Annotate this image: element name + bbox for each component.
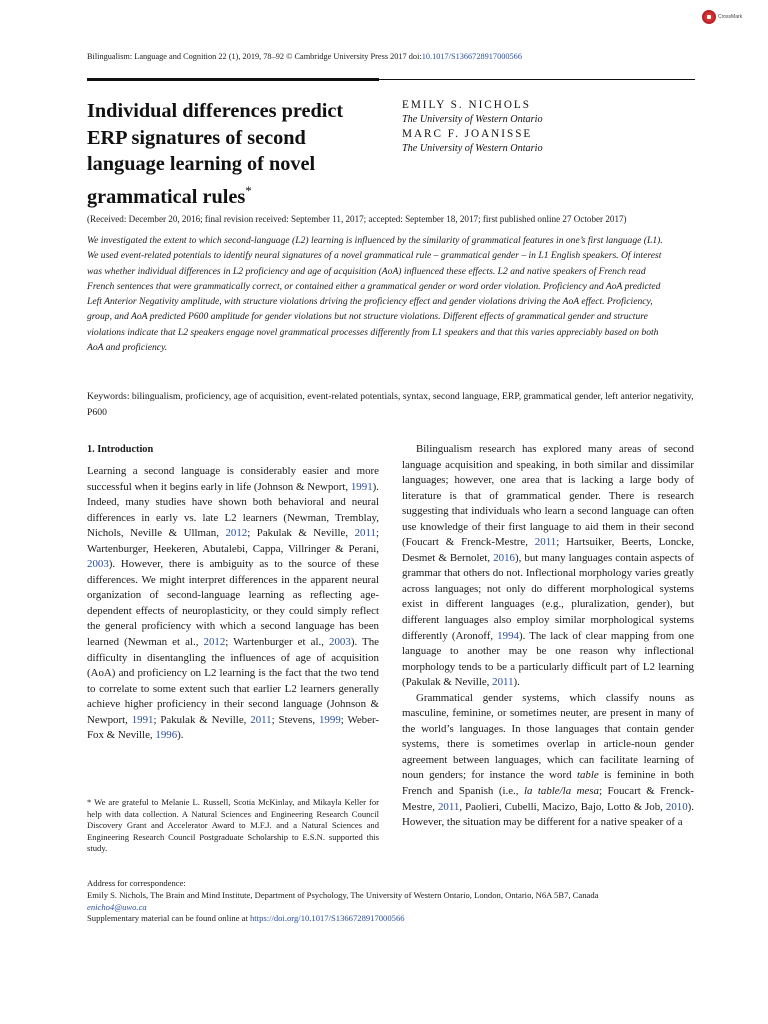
title-footnote-marker[interactable]: * [245,182,252,198]
left-column [87,442,379,744]
article-title-text: Individual differences predict ERP signatures of second language learning of novel grammatical rules [87,100,344,208]
correspondence-block [87,878,707,925]
supplementary-link[interactable]: https://doi.org/10.1017/S1366728917000566 [250,913,405,924]
citation-link[interactable]: 1996 [155,729,178,742]
citation-link[interactable]: 1991 [350,480,373,493]
citation-link[interactable]: 2011 [437,800,460,813]
intro-paragraph-1: Learning a second language is considerably easier and more successful when it begins early in life (Johnson & Newport, 1991). Indeed, many studies have shown both behavioral and neural differences in early vs. late L2 learners (Newman, Tremblay, Nichols, Neville & Ullman, 2012; Pakulak & Neville, 2011; Wartenburger, Heekeren, Abutalebi, Cappa, Villringer & Perani, 2003). However, there is ambiguity as to the source of these differences. We might interpret differences in the apparent neural organization of second-language learning as reflecting age-dependent effects of neuroplasticity, or they could simply reflect the general proficiency with which a second language has been learned (Newman et al., 2012; Wartenburger et al., 2003). The difficulty in disentangling the influences of age of acquisition (AoA) and proficiency on L2 learning is the fact that the two tend to correlate to some extent such that earlier L2 learners generally achieve higher proficiency in their second language (Johnson & Newport, 1991; Pakulak & Neville, 2011; Stevens, 1999; Weber-Fox & Neville, 1996). [87,465,380,742]
citation-link[interactable]: 1999 [318,713,341,726]
citation-link[interactable]: 2011 [250,713,272,726]
doi-link[interactable]: 10.1017/S1366728917000566 [421,52,522,61]
acknowledgement-footnote: * We are grateful to Melanie L. Russell, Scotia McKinlay, and Mikayla Keller for help with data collection. A Natural Sciences and Engineering Research Council Discovery Grant and Accelerator Award to M.F.J. and a Natural Sciences and Engineering Research Council Postgraduate Scholarship to E.S.N. supported this study. [87,797,379,854]
citation-link[interactable]: 2003 [87,558,109,571]
supplementary-note: Supplementary material can be found online at https://doi.org/10.1017/S1366728917000566 [87,913,405,924]
citation-link[interactable]: 1994 [497,629,519,642]
citation-link[interactable]: 2011 [492,676,514,689]
header-rule-thin [379,79,695,80]
citation-link[interactable]: 2010 [665,800,688,813]
running-head [87,52,697,61]
citation-link[interactable]: 2003 [329,636,351,649]
citation-link[interactable]: 2012 [203,636,226,649]
citation-link[interactable]: 2012 [225,527,248,540]
body-paragraph-2: Bilingualism research has explored many areas of second language acquisition and speaking, in both similar and dissimilar languages; however, one area that is lacking a large body of literature is that of grammatical gender. There is research suggesting that individuals who learn a second language can often use knowledge of their first language to aid them in their second (Foucart & Frenck-Mestre, 2011; Hartsuiker, Beerts, Loncke, Desmet & Bernolet, 2016), but many languages contain aspects of grammar that others do not. Inflectional morphology varies greatly across languages; not only do different morphological systems exist in different languages (e.g., pluralization, gender), but different languages also employ similar morphological systems differently (Aronoff, 1994). The lack of clear mapping from one language to another may be one reason why inflectional morphology tends to be a particularly difficult part of L2 learning (Pakulak & Neville, 2011). [402,443,694,689]
section-heading-introduction: 1. Introduction [87,444,154,455]
right-column [402,442,694,831]
author-affiliation: The University of Western Ontario [402,143,543,154]
author-affiliation: The University of Western Ontario [402,114,543,125]
author-name: MARC F. JOANISSE [402,128,533,140]
keywords: Keywords: bilingualism, proficiency, age of acquisition, event-related potentials, syntax, second language, ERP, grammatical gender, left anterior negativity, P600 [87,391,694,418]
correspondence-email-link[interactable]: enicho4@uwo.ca [87,901,147,912]
header-rule-thick [87,78,379,81]
received-dates: (Received: December 20, 2016; final revision received: September 11, 2017; accepted: September 18, 2017; first published online 27 October 2017) [87,214,627,224]
author-name: EMILY S. NICHOLS [402,99,531,111]
correspondence-address: Emily S. Nichols, The Brain and Mind Institute, Department of Psychology, The University of Western Ontario, London, Ontario, N6A 5B7, Canada [87,889,599,900]
crossmark-icon [702,10,716,24]
correspondence-label: Address for correspondence: [87,878,186,888]
running-head-citation: Bilingualism: Language and Cognition 22 (1), 2019, 78–92 © Cambridge University Press 2017 doi: [87,52,422,61]
body-paragraph-3: Grammatical gender systems, which classify nouns as masculine, feminine, or sometimes neuter, are present in many of the world’s languages. In those languages that contain gender systems, there is sometimes overlap in article-noun gender agreement between languages, which can facilitate learning of noun genders; for instance the word table is feminine in both French and Spanish (i.e., la table/la mesa; Foucart & Frenck-Mestre, 2011, Paolieri, Cubelli, Macizo, Bajo, Lotto & Job, 2010). However, the situation may be different for a native speaker of a [402,691,695,829]
citation-link[interactable]: 2011 [534,536,557,549]
citation-link[interactable]: 2011 [354,527,376,540]
citation-link[interactable]: 2016 [493,551,515,564]
crossmark-badge[interactable] [702,10,742,24]
crossmark-label: CrossMark [718,14,743,20]
author-block [402,98,692,156]
citation-link[interactable]: 1991 [131,713,154,726]
abstract: We investigated the extent to which second-language (L2) learning is influenced by the similarity of grammatical features in one’s first language (L1). We used event-related potentials to identify neural signatures of a novel grammatical rule – grammatical gender – in L1 English speakers. Of interest was whether individual differences in L2 proficiency and age of acquisition (AoA) influenced these effects. L2 and native speakers of French read French sentences that were grammatically correct, or contained either a grammatical gender or word order violation. Proficiency and AoA predicted Left Anterior Negativity amplitude, with structure violations driving the proficiency effect and gender violations driving the AoA effect. Proficiency, group, and AoA predicted P600 amplitude for gender violations but not structure violations. Different effects of grammatical gender and structure violations indicate that L2 speakers engage novel grammatical processes differently from L1 speakers and that this varies appreciably based on both AoA and proficiency. [87,235,663,354]
article-title [87,98,387,210]
